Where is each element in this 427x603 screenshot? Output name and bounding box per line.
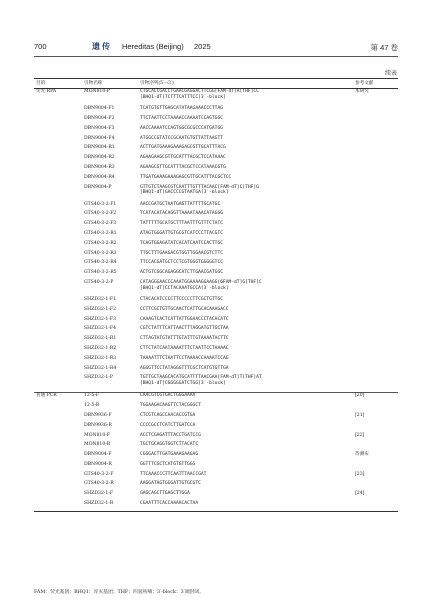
table-row (34, 221, 398, 231)
column-header-reference: 参考文献 (353, 79, 398, 89)
table-row (34, 462, 398, 472)
table-row (34, 251, 398, 261)
purpose-cell (34, 356, 82, 366)
reference-cell: [20] (353, 393, 398, 403)
purpose-cell (34, 462, 82, 472)
reference-cell (353, 336, 398, 346)
reference-cell (353, 326, 398, 336)
primer-name-cell: GTS40-3-2-R1 (84, 230, 117, 236)
primer-name-cell: SHZD32-1-R2 (84, 345, 117, 351)
sequence-cell: GAGCAGCTTGAGCTTGGA (140, 491, 190, 497)
purpose-cell (34, 136, 82, 146)
sequence-cell: AAGGATAGTGGGATTGTGCGTC (140, 481, 201, 487)
reference-cell (353, 175, 398, 185)
primer-name-cell: GTS40-3-2-F2 (84, 211, 117, 217)
table-row (34, 106, 398, 116)
primer-name-cell: SHZD32-1-F (84, 491, 114, 497)
column-header-purpose: 目的 (34, 79, 82, 89)
sequence-cell: AACCGATGCTAATGAGTTATTTTGCATGC (140, 201, 221, 207)
table-row (34, 393, 398, 403)
reference-cell: [21] (355, 412, 365, 418)
reference-cell (353, 145, 398, 155)
sequence-cell: ATGGCCGTATCCGCAATGTGTTATTAAGTT (140, 135, 223, 141)
reference-cell (353, 116, 398, 126)
sequence-cell: AGGGTTCCTATAGGGTTTCGCTCATGTGTTGA (140, 365, 229, 371)
table-row (34, 165, 398, 175)
column-header-primer-name: 引物名称 (82, 79, 138, 89)
sequence-cell: TGGAAGACAAGTTCTACGGGCT (140, 403, 201, 409)
purpose-cell (34, 481, 82, 491)
reference-cell (353, 462, 398, 472)
table-row (34, 145, 398, 155)
sequence-cell: TTGATGAAAGAAAGAGCGTTGCATTTACGCTCC (140, 174, 232, 180)
table-row (34, 231, 398, 241)
reference-cell (353, 317, 398, 327)
purpose-cell (34, 423, 82, 433)
sequence-cell: TGCTGCAGGTGGTCTTACATC (140, 442, 199, 448)
primer-name-cell: DBN9004-R1 (84, 145, 115, 151)
table-row (34, 481, 398, 491)
purpose-cell (34, 185, 82, 202)
reference-cell (353, 403, 398, 413)
purpose-cell (34, 165, 82, 175)
primer-name-cell: SHZD32-1-F3 (84, 316, 117, 322)
reference-cell: 待测布 (355, 452, 369, 458)
primer-name-cell: DBN9936-R (84, 422, 112, 428)
purpose-cell (34, 175, 82, 185)
sequence-cell: TAAAATTTCTAATTCCTAAAACCAAAATCCAG (140, 355, 229, 361)
sequence-cell: GTTGTCTAAGCGTCAATTTGTTTACAAC[FAM-dT]C[THF]G [BHQ1-dT]GACCCCGTAATGA[3′-block] (140, 184, 259, 196)
purpose-cell (34, 270, 82, 280)
sequence-cell: ACCTCGAGATTTACCTGATCCG (140, 432, 201, 438)
primer-name-cell: DBN9004-F2 (84, 115, 115, 121)
sequence-cell: CCTTCGCTGTTGCAACTCATTGCACAAAGACC (140, 306, 229, 312)
table-row (34, 336, 398, 346)
table-row (34, 501, 398, 511)
sequence-cell: TCAGTGGAGATATCACATCAATCCACTTGC (140, 240, 223, 246)
table-row (34, 307, 398, 317)
reference-cell: [24] (355, 491, 365, 497)
journal-logo: 遗传 (92, 41, 112, 51)
purpose-cell (34, 221, 82, 231)
reference-cell (353, 307, 398, 317)
primer-table (34, 78, 398, 512)
table-row (34, 491, 398, 501)
journal-year: 2025 (194, 42, 211, 51)
purpose-cell (34, 375, 82, 393)
table-row (34, 175, 398, 185)
sequence-cell: CTTAGTATGTATTTGTATTTGTAAAATACTTC (140, 336, 229, 342)
sequence-cell: TTCTAATTCCTAAAACCAAAATCCAGTGGC (140, 115, 223, 121)
purpose-cell (34, 260, 82, 270)
table-row (34, 126, 398, 136)
primer-name-cell: DBN9004-R2 (84, 155, 115, 161)
reference-cell (353, 165, 398, 175)
table-row (34, 136, 398, 146)
sequence-cell: AACCAAAATCCAGTGGCGCGCCCATGATGG (140, 125, 223, 131)
journal-name: Hereditas (Beijing) (122, 42, 184, 51)
running-header (34, 42, 398, 54)
sequence-cell: CTGCACCGACCTGAACGAGGACTTCGG[FAM-dT]A[THF]CC [BHQ1-dT]TCTTTCATTTCC[3′-block] (140, 89, 259, 100)
reference-cell (353, 297, 398, 307)
table-row (34, 89, 398, 107)
table-row (34, 211, 398, 221)
primer-name-cell: SHZD32-1-R (82, 501, 138, 511)
table-row (34, 260, 398, 270)
purpose-cell (34, 145, 82, 155)
table-row (34, 317, 398, 327)
primer-name-cell: SHZD32-1-R4 (84, 365, 117, 371)
purpose-cell (34, 403, 82, 413)
sequence-cell: TCATACATACAGGTTAAAATAAACATAGGG (140, 211, 223, 217)
purpose-cell: 普通 PCR (34, 393, 82, 403)
purpose-cell (34, 126, 82, 136)
purpose-cell (34, 106, 82, 116)
primer-name-cell: DBN9004-F3 (84, 125, 115, 131)
sequence-cell: TGTTGCTAAGCACATGCATTTTAACGAA[FAM-dT]T[THF]AT [BHQ1-dT]CGGGGGATCTGG[3′-block] (140, 375, 262, 387)
sequence-cell: ACTGTCGGCAGAGGCATCTTGAACGATGGC (140, 270, 223, 276)
reference-cell (353, 270, 398, 280)
sequence-cell: TATTTTTGCATGCTTTAATTTGTTTCTATC (140, 221, 223, 227)
table-row (34, 403, 398, 413)
sequence-cell: ACTTGATGAAAGAAAGAGCGTTGCATTTACG (140, 145, 226, 151)
sequence-cell: TTGCTTTGAAGACGTGGTTGGAACGTCTTC (140, 250, 223, 256)
reference-cell (353, 241, 398, 251)
reference-cell (353, 155, 398, 165)
primer-name-cell: DBN9004-R4 (84, 174, 115, 180)
primer-name-cell: DBN9004-R (84, 461, 112, 467)
table-row (34, 241, 398, 251)
table-row (34, 452, 398, 462)
sequence-cell: AGAAGAAGCGTTGCATTTACGCTCCATAAAC (140, 155, 226, 161)
reference-cell (353, 202, 398, 212)
table-row (34, 433, 398, 443)
sequence-cell: CTCGTCAGCCAACACCGTGA (140, 412, 196, 418)
sequence-cell: TCATGTGTTGAGCATATAAGAAACCCTTAG (140, 106, 223, 112)
journal-volume: 第 47 卷 (370, 43, 398, 52)
sequence-cell: TTCCACGATGCTCCTCGTGGGTGGGGGTCC (140, 260, 223, 266)
sequence-cell: CAACGTCGTGACTGGGAAAA (138, 393, 353, 403)
sequence-cell: CAAAGTCACTCATTATTGGAACCCTACACATC (140, 316, 229, 322)
primer-name-cell: GTS40-3-2-R5 (84, 270, 117, 276)
table-row (34, 423, 398, 433)
reference-cell (353, 442, 398, 452)
table-row (34, 270, 398, 280)
purpose-cell (34, 346, 82, 356)
purpose-cell (34, 155, 82, 165)
primer-name-cell: DBN9936-F (84, 412, 112, 418)
table-row (34, 185, 398, 202)
table-body (34, 89, 398, 512)
primer-name-cell: SHZD32-1-R1 (84, 336, 117, 342)
purpose-cell (34, 211, 82, 221)
primer-name-cell: SHZD32-1-P (84, 375, 113, 381)
reference-cell (353, 481, 398, 491)
reference-cell (353, 221, 398, 231)
purpose-cell (34, 433, 82, 443)
table-row (34, 356, 398, 366)
purpose-cell (34, 336, 82, 346)
purpose-cell (34, 241, 82, 251)
reference-cell: [22] (355, 432, 365, 438)
table-row (34, 202, 398, 212)
sequence-cell: AGAAGCGTTGCATTTACGCTCCATAAACGTG (140, 164, 226, 170)
reference-cell (353, 356, 398, 366)
reference-cell: [23] (355, 471, 365, 477)
primer-name-cell: GTS40-3-2-R3 (84, 250, 117, 256)
table-row (34, 413, 398, 423)
reference-cell (353, 346, 398, 356)
purpose-cell: 荧光 RPA (36, 89, 57, 95)
page-number: 700 (34, 42, 47, 51)
table-row (34, 375, 398, 393)
table-row (34, 280, 398, 297)
purpose-cell (34, 452, 82, 462)
primer-name-cell: GTS40-3-2-R2 (84, 240, 117, 246)
reference-cell (353, 126, 398, 136)
primer-name-cell: SHZD32-1-F2 (84, 306, 117, 312)
primer-name-cell: SHZD32-1-F4 (84, 326, 117, 332)
reference-cell (353, 501, 398, 511)
purpose-cell (34, 366, 82, 376)
purpose-cell (34, 317, 82, 327)
reference-cell: 本研究 (355, 89, 369, 95)
purpose-cell (34, 202, 82, 212)
reference-cell (353, 185, 398, 202)
sequence-cell: GGTTTCGCTCATGTGTTGGG (140, 461, 196, 467)
purpose-cell (34, 251, 82, 261)
primer-name-cell: DBN9004-F (84, 452, 112, 458)
purpose-cell (34, 297, 82, 307)
primer-name-cell: GTS40-3-2-R (84, 481, 114, 487)
reference-cell (353, 366, 398, 376)
sequence-cell: CATAGGGAACCCAAATGGAAAAGGAAGG[6FAM-dT]G[THF]C [BHQ1-dT]CCTACAAATGCCA[3′-block] (140, 279, 262, 291)
reference-cell (353, 106, 398, 116)
table-row (34, 472, 398, 482)
table-continued-label: 续表 (384, 70, 397, 77)
sequence-cell: CGGGACTTGATGAAAGAAGAG (140, 452, 199, 458)
sequence-cell: CTACACATCCCCTTCCCCCTTCGCTGTTGC (140, 296, 223, 302)
sequence-cell: TTCAAACCCTTCAATTTAACCGAT (140, 471, 207, 477)
primer-name-cell: GTS40-3-2-F1 (84, 201, 117, 207)
purpose-cell (34, 472, 82, 482)
primer-name-cell: GTS40-3-2-F3 (84, 221, 117, 227)
primer-name-cell: GTS40-3-2-R4 (84, 260, 117, 266)
purpose-cell (34, 501, 82, 511)
sequence-cell: CGAATTTCACCAAAACACTAA (138, 501, 353, 511)
primer-name-cell: DBN9004-R3 (84, 164, 115, 170)
table-row (34, 346, 398, 356)
reference-cell (353, 251, 398, 261)
table-row (34, 326, 398, 336)
primer-name-cell: DBN9004-F1 (84, 106, 115, 112)
sequence-cell: CTTCTATCAATAAAATTTCTAATTCCTAAAAC (140, 345, 229, 351)
reference-cell (353, 423, 398, 433)
column-header-sequence: 引物序列(5′→3′) (138, 79, 353, 89)
sequence-cell: ATAGTGGGATTGTGCGTCATCCCTTACGTC (140, 230, 223, 236)
primer-name-cell: SHZD32-1-R3 (84, 355, 117, 361)
purpose-cell (34, 280, 82, 297)
reference-cell (353, 136, 398, 146)
reference-cell (353, 260, 398, 270)
sequence-cell: CGTCTATTTCATTAACTTTAGGATGTTGCTAA (140, 326, 229, 332)
primer-name-cell: MON810-P (84, 89, 110, 95)
table-row (34, 297, 398, 307)
purpose-cell (34, 307, 82, 317)
primer-name-cell: 12-5-R (84, 403, 100, 409)
purpose-cell (34, 326, 82, 336)
table-row (34, 442, 398, 452)
table-footnote: FAM：荧光基团；BHQ1：淬灭基团；THF：四氢呋喃；3′-block：3′端封闭。 (34, 590, 205, 595)
table-header-row (34, 79, 398, 89)
sequence-cell: CCCCGCCTCATCTTGATCCA (140, 422, 196, 428)
reference-cell (353, 375, 398, 393)
reference-cell (353, 280, 398, 297)
primer-name-cell: SHZD32-1-F1 (84, 296, 117, 302)
table-row (34, 116, 398, 126)
primer-name-cell: MON810-F (84, 432, 110, 438)
purpose-cell (34, 413, 82, 423)
primer-name-cell: 12-5-F (82, 393, 138, 403)
primer-name-cell: GTS40-3-2-P (84, 279, 114, 285)
primer-name-cell: MON810-R (84, 442, 111, 448)
purpose-cell (34, 231, 82, 241)
purpose-cell (34, 116, 82, 126)
primer-name-cell: DBN9004-F4 (84, 135, 115, 141)
table-row (34, 366, 398, 376)
reference-cell (353, 231, 398, 241)
reference-cell (353, 211, 398, 221)
table-row (34, 155, 398, 165)
purpose-cell (34, 491, 82, 501)
primer-name-cell: GTS40-3-2-F (84, 471, 114, 477)
header-rule (34, 56, 398, 57)
purpose-cell (34, 442, 82, 452)
primer-name-cell: DBN9004-P (84, 184, 112, 190)
